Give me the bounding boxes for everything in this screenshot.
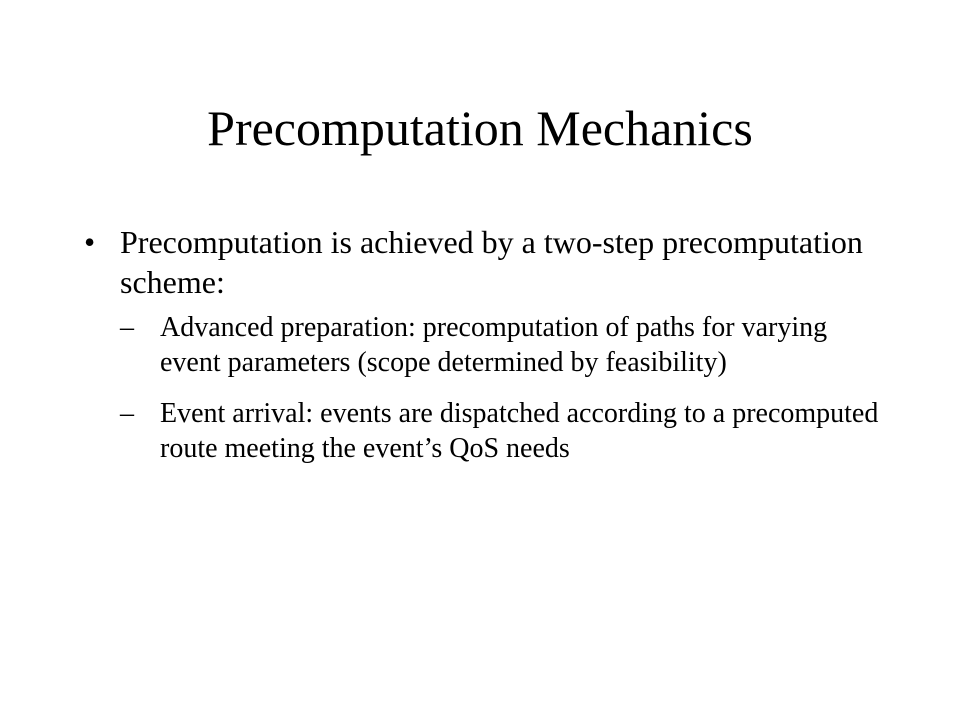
sub-bullet-marker: –	[120, 398, 134, 429]
slide-body	[84, 222, 884, 482]
sub-bullet-marker: –	[120, 312, 134, 343]
sub-bullet-text: Advanced preparation: precomputation of paths for varying event parameters (scope determined by feasibility)	[160, 312, 828, 378]
slide-title: Precomputation Mechanics	[207, 100, 753, 156]
sub-bullet-item	[120, 310, 884, 380]
bullet-item	[84, 222, 884, 302]
sub-bullet-text: Event arrival: events are dispatched according to a precomputed route meeting the event’s QoS needs	[160, 398, 879, 464]
bullet-marker: •	[84, 224, 96, 260]
bullet-text: Precomputation is achieved by a two-step precomputation scheme:	[120, 224, 863, 300]
sub-bullet-item	[120, 396, 884, 466]
